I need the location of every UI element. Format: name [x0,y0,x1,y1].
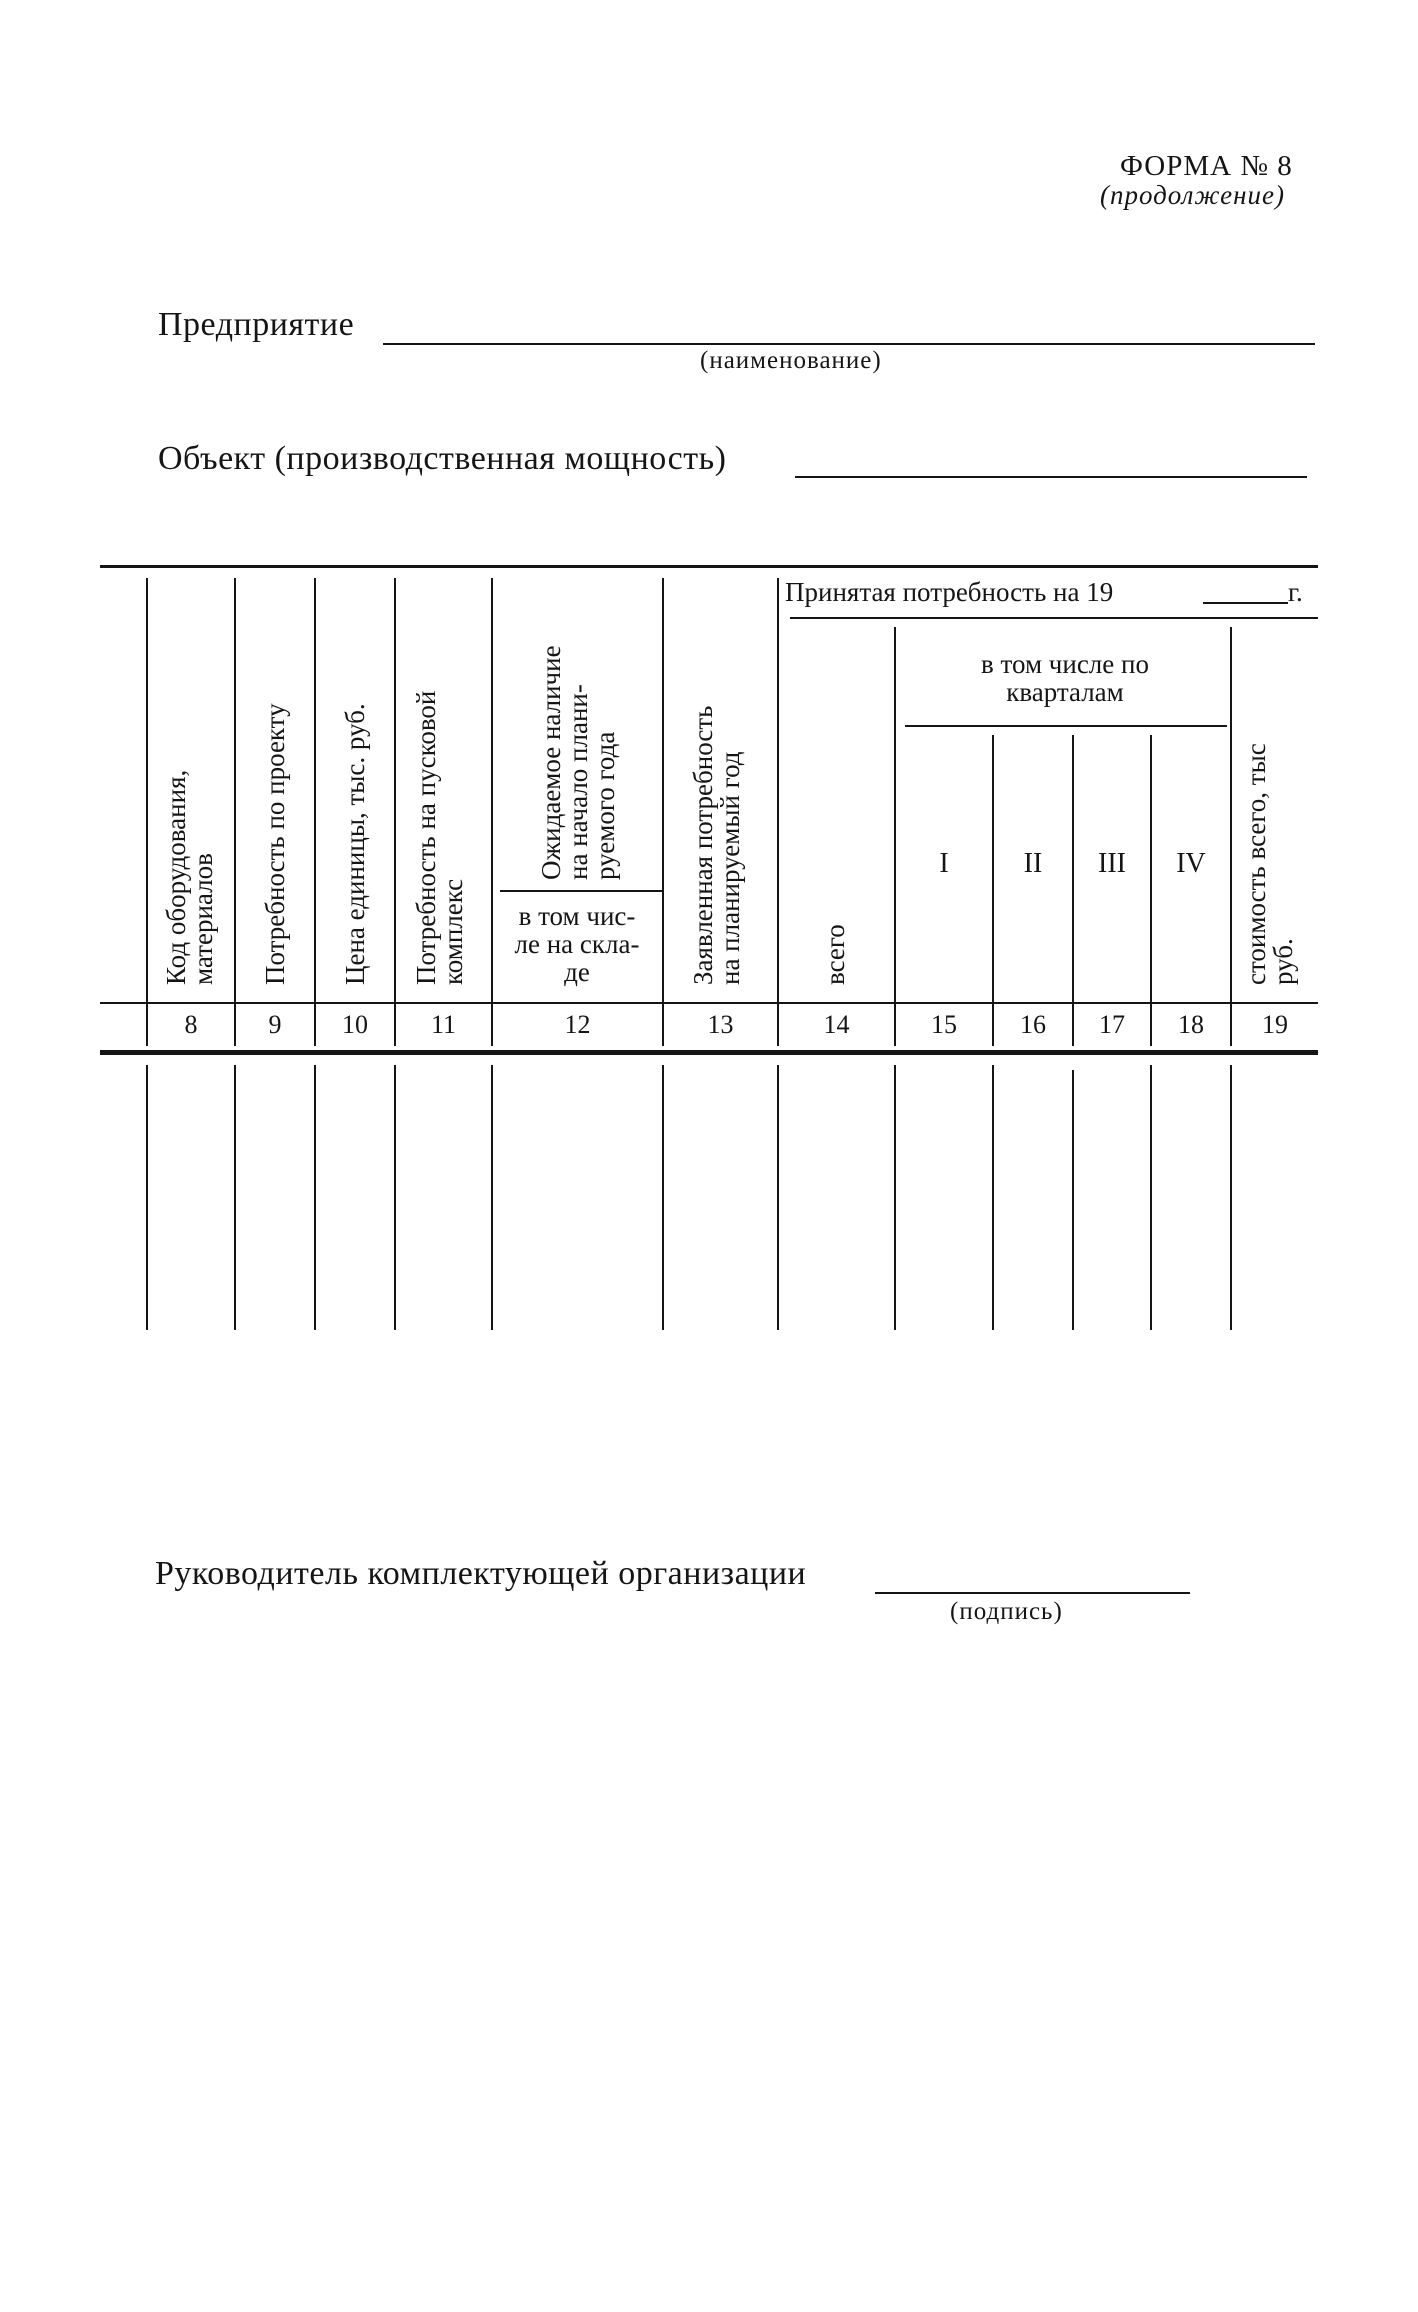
enterprise-caption: (наименование) [700,347,882,374]
col-rule-7 [777,578,779,1046]
body-rule-4 [394,1065,396,1330]
col-12-number: 12 [564,1010,591,1039]
col-8-header-line1: Код оборудования, [161,769,191,985]
col-15-number: 15 [931,1010,957,1039]
stock-subheader-rule [500,890,662,892]
quarters-header-line1: в том числе по [981,649,1149,679]
col-17-header: III [1098,848,1126,879]
col-rule-8 [894,627,896,1046]
col-rule-10 [1072,735,1074,1046]
col-14-header-line1: всего [820,924,850,985]
accepted-header: Принятая потребность на 19 [785,577,1114,607]
col-11-number: 11 [430,1010,457,1039]
table-top-rule [100,565,1318,568]
year-input-line[interactable] [1203,602,1288,604]
quarters-header [905,650,1225,706]
col-12-header-line3: руемого года [590,731,620,880]
col-12-header-line1: Ожидаемое наличие [536,645,566,880]
col-rule-9 [992,735,994,1046]
signature-input-line[interactable] [875,1592,1190,1594]
body-rule-7 [777,1065,779,1330]
quarters-header-line2: кварталам [1006,677,1124,707]
body-rule-5 [491,1065,493,1330]
col-rule-11 [1150,735,1152,1046]
col-8-header [163,770,217,985]
col-15-header: I [939,848,949,879]
col-12-subheader-line2: ле на скла- [514,929,640,959]
col-rule-6 [662,578,664,1046]
col-14-number: 14 [823,1010,850,1039]
col-19-header [1243,743,1297,985]
col-12-subheader-line3: де [564,957,590,987]
body-rule-10 [1072,1070,1074,1330]
enterprise-input-line[interactable] [383,343,1315,345]
col-12-header [538,645,619,880]
signatory-label: Руководитель комплектующей организации [155,1555,807,1592]
col-16-header: II [1023,848,1043,879]
col-rule-4 [394,578,396,1046]
col-17-number: 17 [1099,1010,1125,1039]
col-19-header-line1: стоимость всего, тыс [1241,743,1271,985]
form-title: ФОРМА № 8 [1120,150,1293,182]
col-10-header [342,703,369,985]
col-rule-12 [1230,627,1232,1046]
quarters-header-rule [905,725,1227,727]
object-label: Объект (производственная мощность) [158,440,727,477]
form-subtitle: (продолжение) [1100,180,1286,210]
col-11-header-line1: Потребность на пусковой [411,690,441,985]
col-16-number: 16 [1020,1010,1046,1039]
col-12-subheader [493,902,661,986]
col-8-header-line2: материалов [188,853,218,985]
col-9-number: 9 [268,1010,282,1039]
col-12-subheader-line1: в том чис- [518,901,636,931]
body-rule-12 [1230,1065,1232,1330]
col-rule-3 [314,578,316,1046]
body-rule-3 [314,1065,316,1330]
col-13-number: 13 [707,1010,734,1039]
col-18-number: 18 [1178,1010,1204,1039]
col-11-header-line2: комплекс [438,878,468,985]
col-19-number: 19 [1262,1010,1288,1039]
numbers-row-rule [100,1002,1318,1004]
col-11-header [413,691,467,985]
col-14-header [822,924,849,985]
enterprise-label: Предприятие [158,306,355,343]
header-bottom-rule [100,1050,1318,1055]
col-9-header-line1: Потребность по проекту [260,703,290,985]
col-9-header [262,703,289,985]
col-13-header-line2: на планируемый год [715,751,745,985]
col-8-number: 8 [184,1010,198,1039]
body-rule-11 [1150,1065,1152,1330]
col-rule-2 [234,578,236,1046]
col-10-number: 10 [342,1010,368,1039]
col-19-header-line2: руб. [1268,938,1298,985]
body-rule-1 [146,1065,148,1330]
col-12-header-line2: на начало плани- [563,684,593,880]
col-13-header-line1: Заявленная потребность [688,705,718,985]
col-rule-1 [146,578,148,1046]
body-rule-2 [234,1065,236,1330]
body-rule-9 [992,1065,994,1330]
object-input-line[interactable] [795,476,1307,478]
col-18-header: IV [1176,848,1206,879]
accepted-header-rule [790,617,1318,619]
col-13-header [690,706,744,986]
col-10-header-line1: Цена единицы, тыс. руб. [340,703,370,985]
signature-caption: (подпись) [950,1598,1063,1625]
body-rule-8 [894,1065,896,1330]
accepted-year-suffix: г. [1288,577,1303,607]
body-rule-6 [662,1065,664,1330]
